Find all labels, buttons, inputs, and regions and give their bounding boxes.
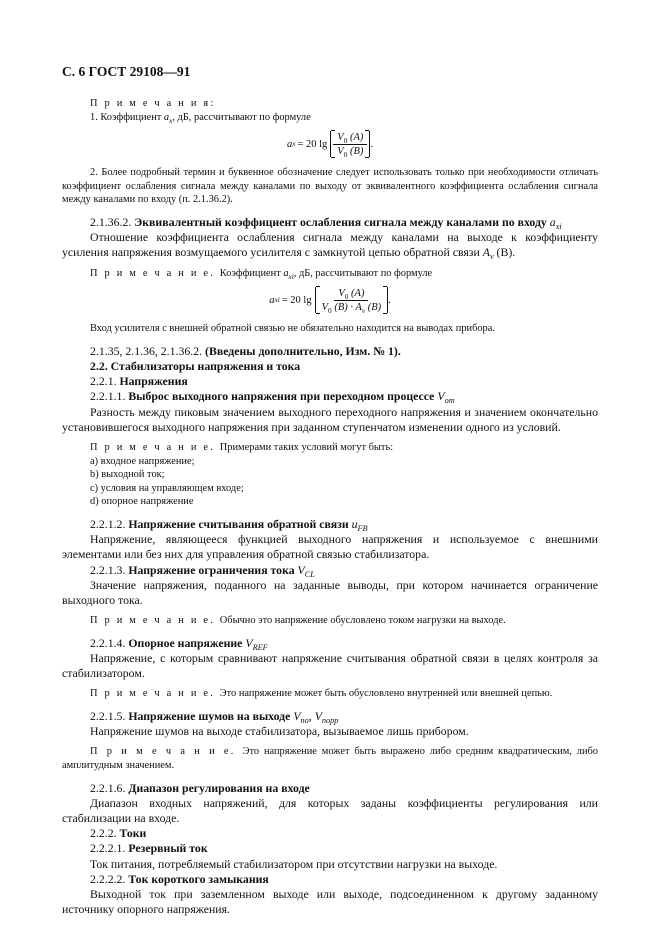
section-2-1-36-2-body: Отношение коэффициента ослабления сигнала между каналами на выходе к коэффициенту усиления напряжения возмущаемого усилителя с замкнутой цепью обратной связи $A_v$ (B). bbox=[62, 230, 598, 262]
section-2-2-1-6-heading: 2.2.1.6. Диапазон регулирования на входе bbox=[90, 780, 310, 795]
note-item-1: 1. Коэффициент $a_x$, дБ, рассчитывают по формуле bbox=[90, 111, 311, 125]
section-2-2-heading: 2.2. Стабилизаторы напряжения и тока bbox=[90, 358, 301, 373]
page-header: С. 6 ГОСТ 29108—91 bbox=[62, 64, 191, 79]
section-2-2-1-5-note: П р и м е ч а н и е. Это напряжение может быть выражено либо средним квадратическим, либо амплитудным значением. bbox=[62, 746, 599, 771]
section-2-2-1-5-heading: 2.2.1.5. Напряжение шумов на выходе $V_{no}$, $V_{nopp}$ bbox=[90, 708, 339, 725]
section-2-2-1-heading: 2.2.1. Напряжения bbox=[90, 374, 188, 389]
formula-bracket bbox=[330, 131, 370, 157]
section-2-1-36-2-note: П р и м е ч а н и е. Коэффициент $a_{xi}$, дБ, рассчитывают по формуле bbox=[90, 267, 433, 281]
section-2-2-1-3-body: Значение напряжения, поданного на заданные выводы, при котором начинается ограничение выходного тока. bbox=[62, 577, 598, 607]
section-2-2-2-1-heading: 2.2.2.1. Резервный ток bbox=[90, 841, 208, 856]
section-2-2-2-2-heading: 2.2.2.2. Ток короткого замыкания bbox=[90, 871, 269, 886]
section-2-2-1-4-body: Напряжение, с которым сравнивают напряжение считывания обратной связи в целях контроля за стабилизатором. bbox=[62, 650, 598, 681]
list-item: b) выходной ток; bbox=[90, 469, 165, 481]
formula-axi: a xi = 20 lg $\frac{V_0 (A)}{V_0 (B) \cdot A_v (B)}$ . bbox=[269, 287, 391, 315]
formula-ax: a x = 20 lg $\frac{V_0 (A)}{V_0 (B)}$ . bbox=[286, 131, 374, 159]
formula-bracket bbox=[315, 287, 389, 313]
section-2-2-1-3-heading: 2.2.1.3. Напряжение ограничения тока $V_{CL}$ bbox=[90, 562, 315, 579]
section-2-2-1-3-note: П р и м е ч а н и е. Обычно это напряжение обусловлено током нагрузки на выходе. bbox=[90, 615, 506, 627]
section-2-2-1-6-body: Диапазон входных напряжений, для которых заданы коэффициенты регулирования или стабилизации на входе. bbox=[62, 795, 598, 825]
section-2-2-1-2-heading: 2.2.1.2. Напряжение считывания обратной связи $u_{FB}$ bbox=[90, 516, 368, 533]
note-item-2: 2. Более подробный термин и буквенное обозначение следует использовать только при необходимости отличать коэффициент ослабления сигнала между каналами по выходу от эквивалентного коэффициента ослабления сигнала между каналами по входу (п. 2.1.36.2). bbox=[62, 167, 598, 206]
section-2-1-36-2-after: Вход усилителя с внешней обратной связью не обязательно находится на выводах прибора. bbox=[90, 323, 495, 335]
notes-label: П р и м е ч а н и я: bbox=[90, 98, 216, 109]
section-2-2-1-4-note: П р и м е ч а н и е. Это напряжение может быть обусловлено внутренней или внешней цепью. bbox=[90, 688, 553, 700]
section-2-2-1-1-note: П р и м е ч а н и е. Примерами таких условий могут быть: bbox=[90, 441, 394, 453]
formula-fraction: $\frac{V_0 (A)}{V_0 (B) \cdot A_v (B)}$ bbox=[321, 287, 382, 315]
page-content bbox=[62, 97, 598, 917]
section-2-2-2-1-body: Ток питания, потребляемый стабилизатором при отсутствии нагрузки на выходе. bbox=[90, 856, 498, 871]
section-2-2-2-heading: 2.2.2. Токи bbox=[90, 826, 147, 841]
section-2-2-1-5-body: Напряжение шумов на выходе стабилизатора, вызываемое лишь прибором. bbox=[90, 724, 469, 739]
list-item: а) входное напряжение; bbox=[90, 455, 195, 467]
list-item: с) условия на управляющем входе; bbox=[90, 482, 244, 494]
section-2-2-1-2-body: Напряжение, являющееся функцией выходного напряжения и используемое с внешними элементами или без них для управления обратной связью стабилизатора. bbox=[62, 532, 598, 562]
section-2-2-1-1-body: Разность между пиковым значением выходного переходного напряжения и значением окончательно установившегося выходного напряжения при заданном ступенчатом изменении одного из условий. bbox=[62, 404, 598, 434]
amendment-line: 2.1.35, 2.1.36, 2.1.36.2. (Введены дополнительно, Изм. № 1). bbox=[90, 343, 401, 358]
formula-fraction: $\frac{V_0 (A)}{V_0 (B)}$ bbox=[333, 132, 367, 157]
section-2-2-2-2-body: Выходной ток при заземленном выходе или выходе, подсоединенном к другому заданному источнику опорного напряжения. bbox=[62, 886, 598, 917]
section-2-2-1-1-heading: 2.2.1.1. Выброс выходного напряжения при переходном процессе $V_{om}$ bbox=[90, 389, 455, 406]
section-2-2-1-4-heading: 2.2.1.4. Опорное напряжение $V_{REF}$ bbox=[90, 635, 268, 652]
list-item: d) опорное напряжение bbox=[90, 496, 194, 508]
section-2-1-36-2-heading: 2.1.36.2. Эквивалентный коэффициент ослабления сигнала между каналами по входу $a_{xi}$ bbox=[90, 214, 562, 231]
